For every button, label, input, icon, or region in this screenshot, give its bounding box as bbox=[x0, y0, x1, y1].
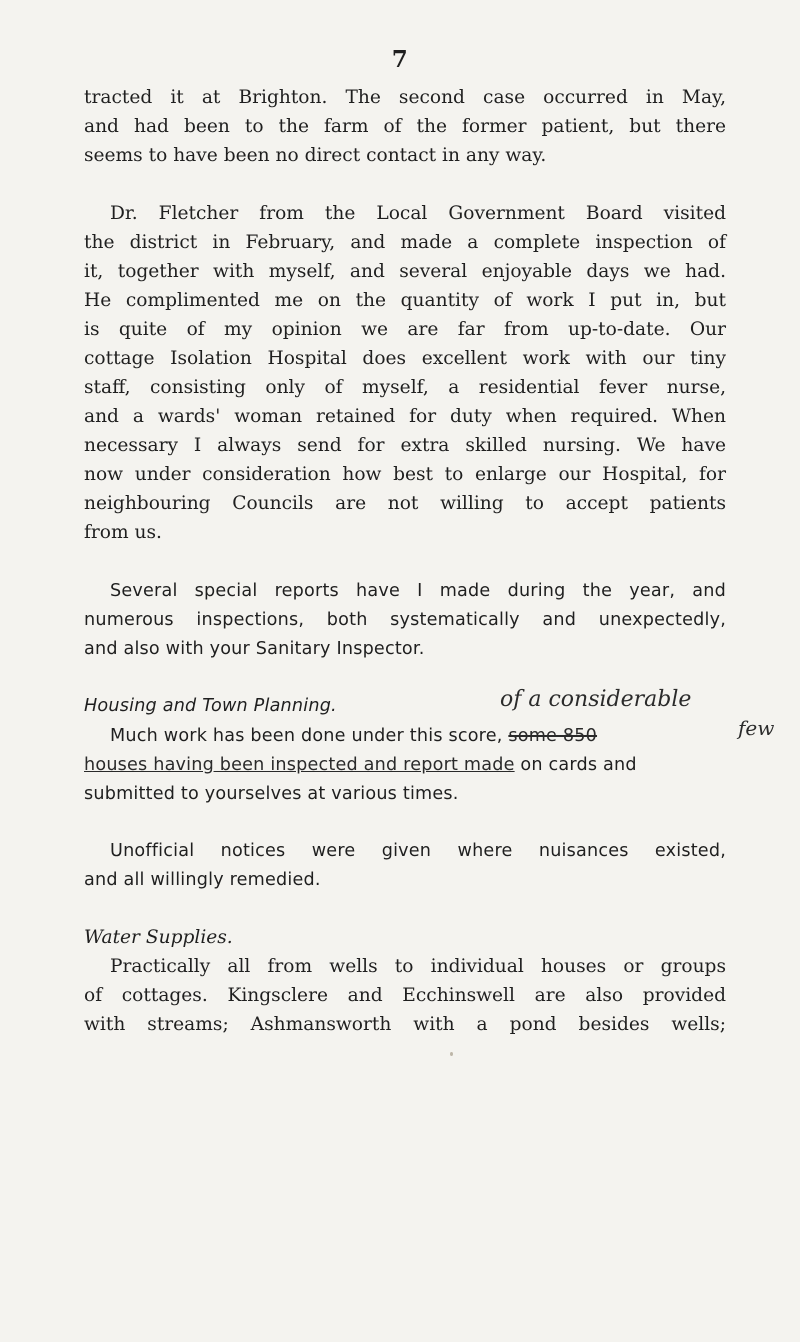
housing-line-2-text: on cards and bbox=[520, 755, 637, 775]
text-line: and a wards' woman retained for duty when required. When bbox=[84, 406, 726, 427]
section-heading: Water Supplies. bbox=[84, 927, 233, 948]
text-line: and had been to the farm of the former patient, but there bbox=[84, 116, 726, 137]
struck-text: houses having been inspected and report made bbox=[84, 755, 515, 775]
text-line: staff, consisting only of myself, a residential fever nurse, bbox=[84, 377, 726, 398]
text-line: numerous inspections, both systematically and unexpectedly, bbox=[84, 610, 726, 630]
text-line: cottage Isolation Hospital does excellent work with our tiny bbox=[84, 348, 726, 369]
housing-line-1 bbox=[110, 723, 730, 749]
text-line: and all willingly remedied. bbox=[84, 870, 321, 890]
text-line: Several special reports have I made during the year, and bbox=[110, 581, 726, 601]
text-line: seems to have been no direct contact in any way. bbox=[84, 145, 547, 166]
text-line: of cottages. Kingsclere and Ecchinswell are also provided bbox=[84, 985, 726, 1006]
text-line: from us. bbox=[84, 522, 162, 543]
housing-line-1-text: Much work has been done under this score, bbox=[110, 726, 503, 746]
handwritten-insertion: of a considerable bbox=[500, 687, 692, 712]
housing-line-2 bbox=[84, 752, 726, 778]
text-line: with streams; Ashmansworth with a pond besides wells; bbox=[84, 1014, 726, 1035]
text-line: He complimented me on the quantity of work I put in, but bbox=[84, 290, 726, 311]
text-line: Unofficial notices were given where nuisances existed, bbox=[110, 841, 726, 861]
section-heading: Housing and Town Planning. bbox=[84, 696, 337, 716]
text-line: and also with your Sanitary Inspector. bbox=[84, 639, 425, 659]
text-line: neighbouring Councils are not willing to accept patients bbox=[84, 493, 726, 514]
text-line: the district in February, and made a complete inspection of bbox=[84, 232, 726, 253]
struck-text: some 850 bbox=[508, 726, 598, 746]
text-line: submitted to yourselves at various times. bbox=[84, 784, 459, 804]
paper-speck bbox=[450, 1052, 453, 1056]
text-line: now under consideration how best to enlarge our Hospital, for bbox=[84, 464, 726, 485]
text-line: Dr. Fletcher from the Local Government Board visited bbox=[110, 203, 726, 224]
handwritten-margin-note: few bbox=[738, 716, 775, 740]
text-line: tracted it at Brighton. The second case occurred in May, bbox=[84, 87, 726, 108]
text-line: necessary I always send for extra skilled nursing. We have bbox=[84, 435, 726, 456]
text-line: is quite of my opinion we are far from up-to-date. Our bbox=[84, 319, 726, 340]
page-number: 7 bbox=[391, 46, 409, 73]
text-line: Practically all from wells to individual houses or groups bbox=[110, 956, 726, 977]
text-line: it, together with myself, and several enjoyable days we had. bbox=[84, 261, 726, 282]
